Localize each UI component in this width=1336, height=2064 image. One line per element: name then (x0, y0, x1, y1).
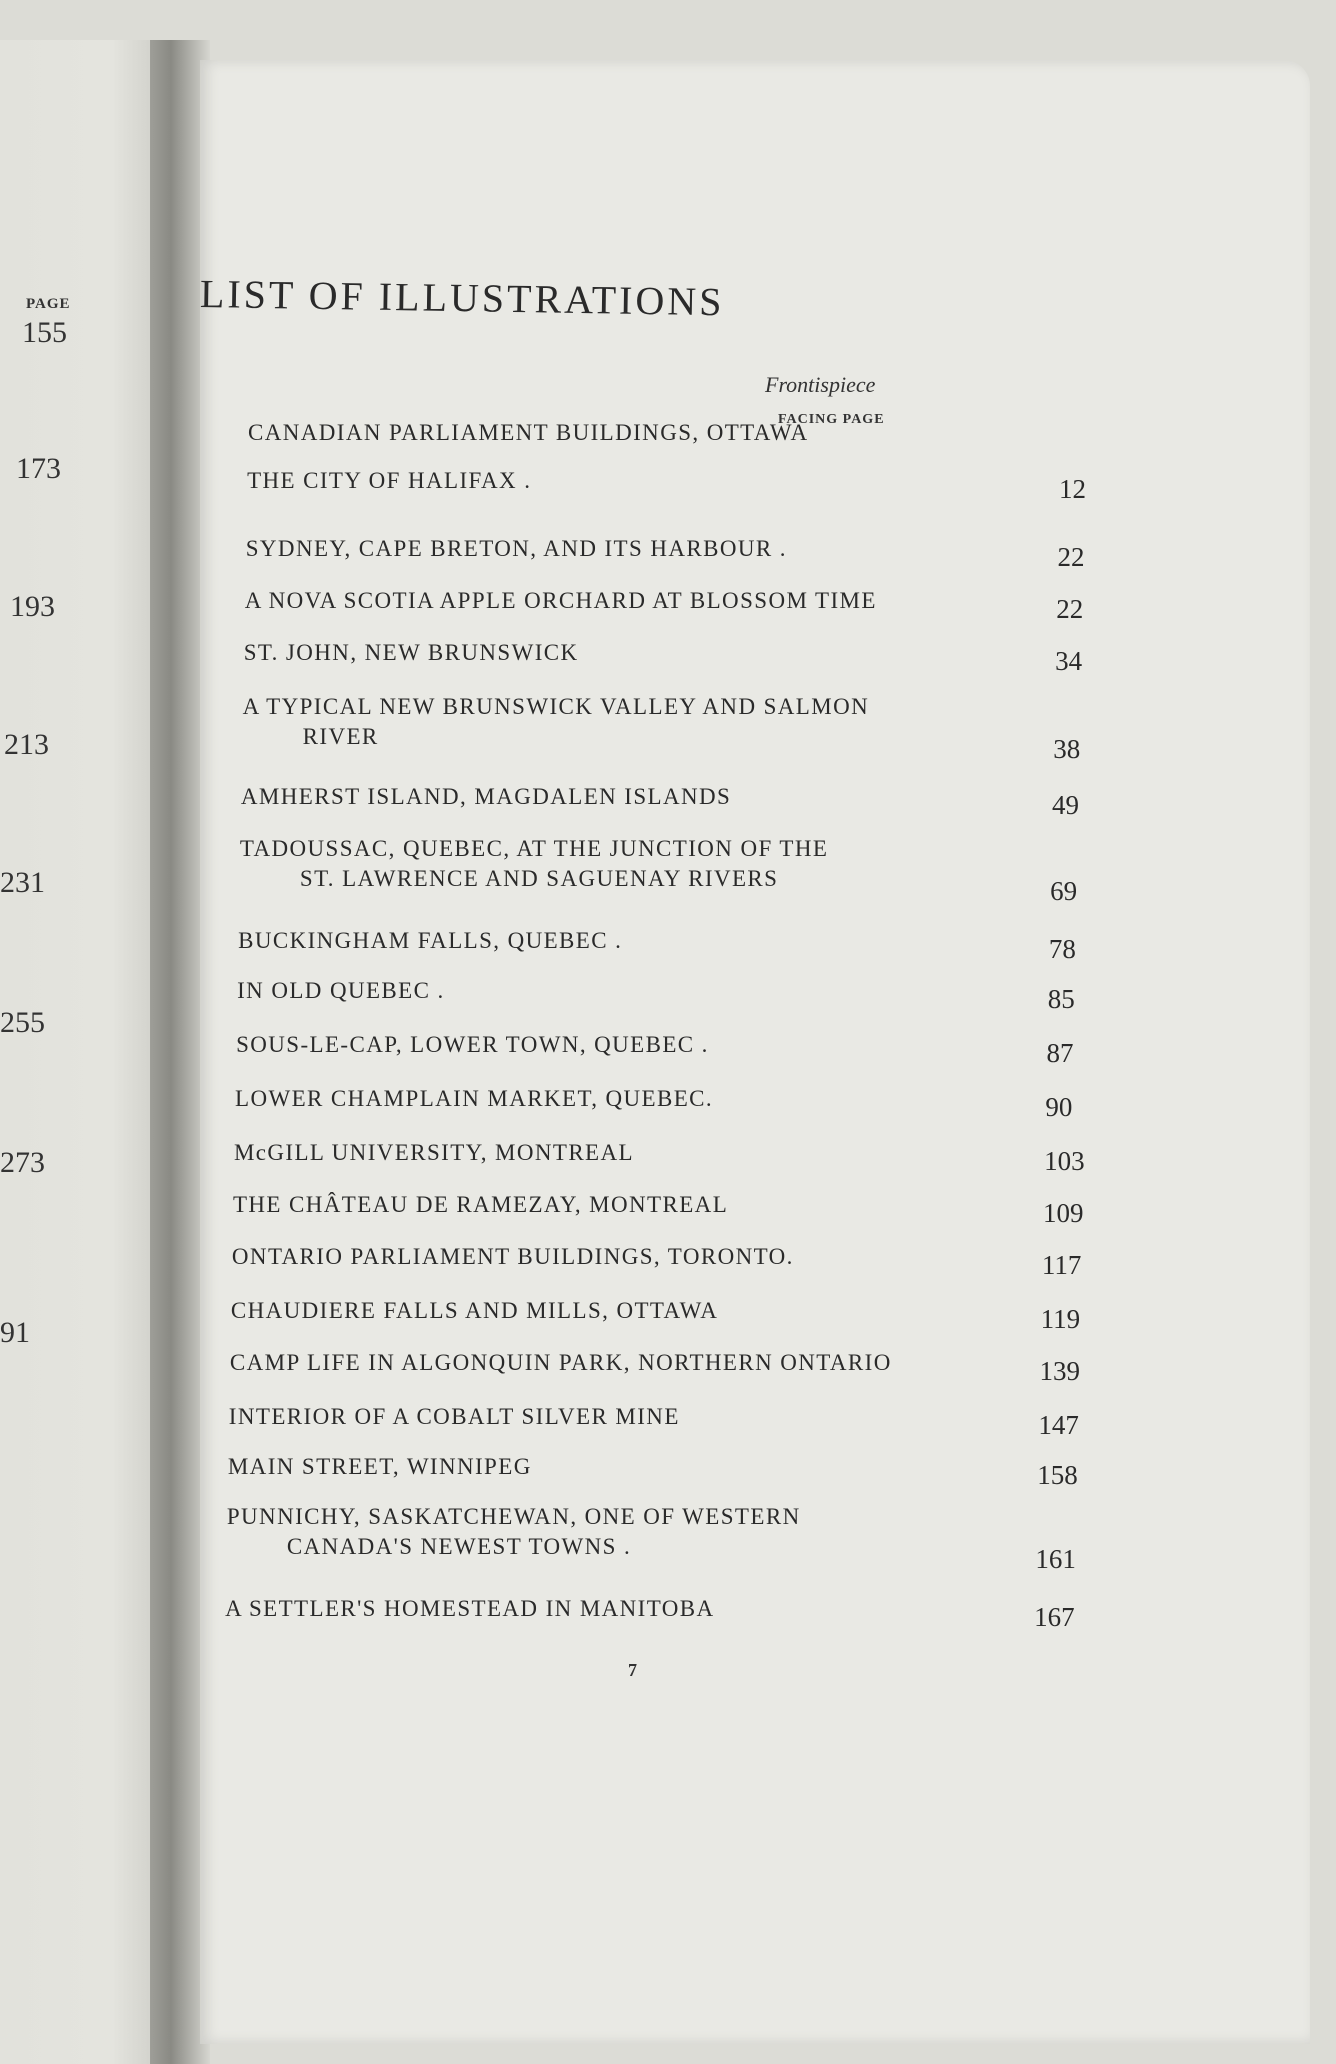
list-item (230, 1350, 892, 1376)
left-page-number: 155 (22, 316, 67, 349)
page-reference: 147 (1038, 1410, 1079, 1440)
frontispiece-label: Frontispiece (765, 372, 876, 397)
list-item (245, 588, 877, 614)
caption-line: IN OLD QUEBEC . (237, 978, 445, 1003)
caption-line: ST. LAWRENCE AND SAGUENAY RIVERS (299, 866, 779, 891)
left-page-number: 91 (0, 1316, 30, 1349)
left-page-number: 255 (0, 1006, 45, 1039)
list-item (232, 1244, 794, 1270)
page-reference: 109 (1043, 1198, 1084, 1228)
page-reference: 161 (1035, 1544, 1076, 1574)
caption-line: McGILL UNIVERSITY, MONTREAL (233, 1140, 634, 1165)
list-item (243, 694, 869, 750)
list-item (247, 468, 531, 494)
left-page-number: 231 (0, 866, 45, 899)
caption-line: A NOVA SCOTIA APPLE ORCHARD AT BLOSSOM TIME (244, 588, 877, 613)
page-reference: 69 (1050, 876, 1078, 906)
list-item (233, 1192, 728, 1218)
left-page-number: 193 (10, 590, 55, 623)
list-item (225, 1596, 714, 1622)
caption-line: CANADIAN PARLIAMENT BUILDINGS, OTTAWA (248, 420, 809, 445)
caption-line: A TYPICAL NEW BRUNSWICK VALLEY AND SALMON (242, 694, 870, 719)
list-item (231, 1298, 718, 1324)
caption-line: LOWER CHAMPLAIN MARKET, QUEBEC. (235, 1086, 714, 1111)
page-reference: 22 (1056, 594, 1084, 624)
left-page-heading: PAGE (26, 296, 71, 312)
caption-line: THE CITY OF HALIFAX . (247, 468, 532, 493)
list-item (229, 1404, 680, 1430)
page-title: LIST OF ILLUSTRATIONS (199, 271, 725, 325)
list-item (240, 836, 828, 892)
page-reference: 158 (1037, 1460, 1078, 1490)
list-item (227, 1504, 801, 1560)
page-reference: 139 (1039, 1356, 1081, 1386)
page-reference: 49 (1051, 790, 1079, 820)
list-item (244, 640, 579, 666)
caption-line: BUCKINGHAM FALLS, QUEBEC . (238, 928, 623, 953)
caption-line: A SETTLER'S HOMESTEAD IN MANITOBA (225, 1596, 715, 1621)
left-page-number: 273 (0, 1146, 45, 1179)
list-item (241, 784, 731, 810)
page-reference: 87 (1046, 1038, 1074, 1068)
caption-line: TADOUSSAC, QUEBEC, AT THE JUNCTION OF THE (239, 836, 829, 861)
page-reference: 119 (1040, 1304, 1081, 1334)
list-item (235, 1086, 713, 1112)
caption-line: SYDNEY, CAPE BRETON, AND ITS HARBOUR . (245, 536, 787, 561)
list-item (238, 928, 622, 954)
caption-line: ST. JOHN, NEW BRUNSWICK (243, 640, 579, 665)
caption-line: CAMP LIFE IN ALGONQUIN PARK, NORTHERN ONTARIO (229, 1350, 892, 1375)
left-page-number: 213 (4, 728, 49, 761)
caption-line: CHAUDIERE FALLS AND MILLS, OTTAWA (230, 1298, 719, 1323)
list-item (248, 420, 809, 446)
page-reference: 38 (1053, 734, 1081, 764)
page-reference: 117 (1041, 1250, 1082, 1280)
list-item (237, 978, 445, 1004)
page-reference: 90 (1045, 1092, 1073, 1122)
page-reference: 78 (1048, 934, 1076, 964)
left-page-number: 173 (16, 452, 61, 485)
caption-line: INTERIOR OF A COBALT SILVER MINE (228, 1404, 680, 1429)
list-item (228, 1454, 532, 1480)
page-reference: 167 (1034, 1602, 1075, 1632)
facing-page-heading: FACING PAGE (778, 412, 885, 427)
caption-line: SOUS-LE-CAP, LOWER TOWN, QUEBEC . (236, 1032, 709, 1057)
page-number: 7 (628, 1660, 637, 1680)
list-item (236, 1032, 709, 1058)
caption-line: AMHERST ISLAND, MAGDALEN ISLANDS (240, 784, 732, 809)
list-item (246, 536, 787, 562)
page-reference: 22 (1057, 542, 1085, 572)
caption-line: RIVER (302, 724, 379, 749)
page-reference: 34 (1055, 646, 1083, 676)
caption-line: THE CHÂTEAU DE RAMEZAY, MONTREAL (232, 1192, 729, 1217)
caption-line: ONTARIO PARLIAMENT BUILDINGS, TORONTO. (231, 1244, 794, 1269)
caption-line: CANADA'S NEWEST TOWNS . (286, 1534, 632, 1559)
page-reference: 103 (1044, 1146, 1085, 1176)
page-reference: 12 (1058, 474, 1086, 504)
caption-line: MAIN STREET, WINNIPEG (227, 1454, 532, 1479)
caption-line: PUNNICHY, SASKATCHEWAN, ONE OF WESTERN (226, 1504, 801, 1529)
page-reference: 85 (1047, 984, 1075, 1014)
list-item (234, 1140, 634, 1166)
